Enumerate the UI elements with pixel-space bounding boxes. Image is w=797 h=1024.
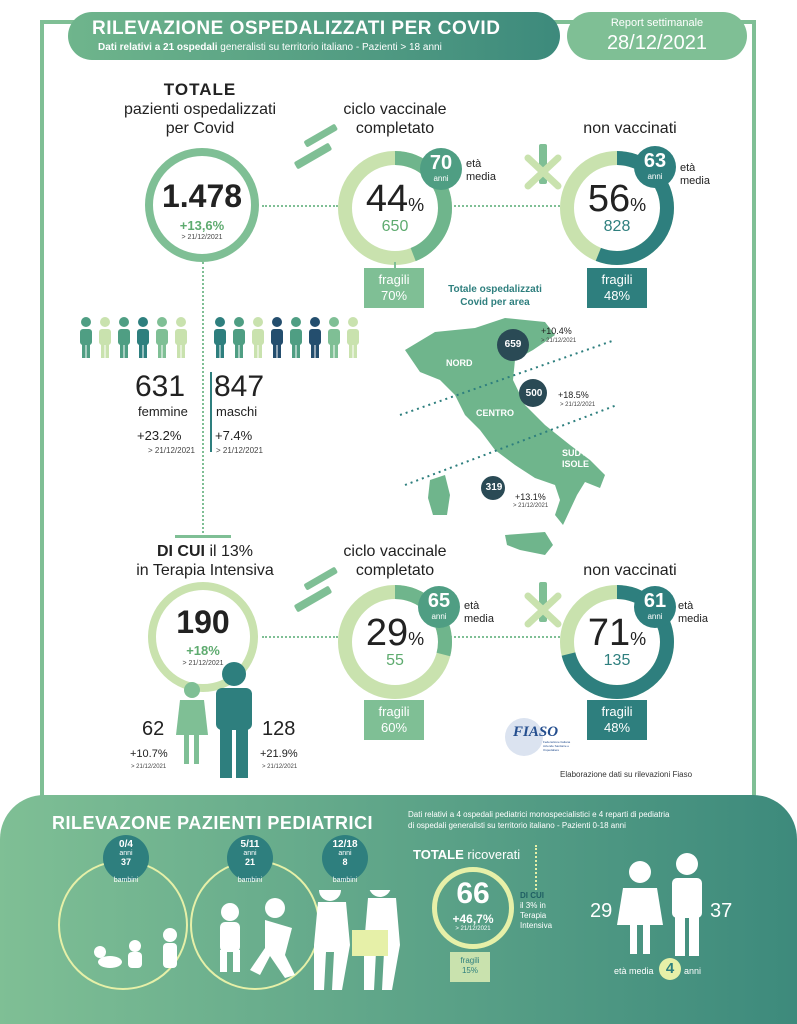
nonvacc-top-pct-sign: % [630,195,647,215]
totale-ref: > 21/12/2021 [181,234,223,241]
nonvacc-ti-age-badge [634,586,676,628]
nonvacc-top-age-label [680,162,710,188]
nonvacc-ti-age-label1: età [678,600,694,612]
ti-value: 190 [176,604,230,640]
group-0-4-count: 37 [120,857,131,867]
group-12-18-range: 12/18 [332,839,358,850]
ped-connector [535,845,537,890]
map-centro-change: +18.5% [558,390,589,400]
map-centro-ref: > 21/12/2021 [560,402,596,408]
vacc-top-line1: ciclo vaccinale [343,101,447,118]
group-12-18-unit: anni [338,850,352,857]
map-nord-ref: > 21/12/2021 [541,338,577,344]
nonvacc-top-pct-value: 56 [587,178,631,220]
map-centro-label: CENTRO [476,408,514,418]
group-12-18-count: 8 [342,857,348,867]
group-0-4-unit: anni [119,850,133,857]
map-title2: Covid per area [460,297,530,308]
ped-fragili-label: fragili [460,956,480,965]
group-0-4-badge [103,835,149,881]
pediatric-desc [408,809,669,831]
ped-totale-bold: TOTALE [413,847,464,862]
vacc-top-age-label [466,158,496,184]
map-sud-ref: > 21/12/2021 [513,503,549,509]
map-sud-label [562,448,589,470]
report-label: Report settimanale [610,17,704,29]
vacc-ti-pct-value: 29 [365,612,409,654]
ped-age-label: età media [614,966,654,976]
ti-ref: > 21/12/2021 [182,660,224,667]
nonvacc-top-fragili-pct: 48% [603,288,631,303]
pediatric-desc1: Dati relativi a 4 ospedali pediatrici monospecialistici e 4 reparti di pediatria [408,810,670,819]
group-0-4-label: bambini [113,877,139,884]
male-change: +7.4% [215,428,253,443]
vacc-ti-fragili [364,700,424,740]
totale-value: 1.478 [161,178,243,214]
totale-change: +13,6% [179,218,225,233]
map-sud-value: 319 [485,482,503,493]
vacc-ti-line1: ciclo vaccinale [343,543,447,560]
nonvacc-top-age-label1: età [680,162,696,174]
vacc-ti-count: 55 [386,652,404,669]
totale-line1: pazienti ospedalizzati [123,101,277,118]
vacc-top-age: 70 [429,152,453,174]
nonvacc-top-age-badge [634,146,676,188]
nonvacc-top-count: 828 [603,218,631,235]
ti-line1-rest: il 13% [209,543,254,560]
vacc-ti-pct-sign: % [408,629,425,649]
nonvacc-top-age-unit: anni [647,172,663,181]
fiaso-logo-text: FIASO [513,724,559,740]
vacc-ti-line2: completato [355,562,435,579]
vacc-ti-age-label [464,600,494,626]
fiaso-credit: Elaborazione dati su rilevazioni Fiaso [560,770,693,779]
group-12-18-badge [322,835,368,881]
totale-line2: per Covid [165,120,235,137]
nonvacc-ti-fragili [587,700,647,740]
male-ref: > 21/12/2021 [216,446,263,455]
nonvacc-ti-count: 135 [603,652,631,669]
nonvacc-ti-pct-value: 71 [587,612,631,654]
ti-female-ref: > 21/12/2021 [131,764,167,770]
ped-totale-rest: ricoverati [467,847,521,862]
subtitle-bold: Dati relativi a 21 ospedali [98,42,218,53]
ped-female-value: 29 [590,900,613,922]
ped-ti-line3: Intensiva [520,921,553,930]
nonvacc-ti-title: non vaccinati [583,562,677,579]
vacc-top-age-label1: età [466,158,482,170]
female-label: femmine [138,404,188,419]
vacc-ti-fragili-pct: 60% [380,720,408,735]
ped-age-value: 4 [659,958,681,980]
map-title1: Totale ospedalizzati [448,284,542,295]
ped-ti [520,891,552,931]
group-12-18-label: bambini [332,877,358,884]
people-icons [78,316,368,360]
vacc-top-age-label2: media [466,171,496,183]
group-5-11-unit: anni [243,850,257,857]
map-sud-change: +13.1% [515,492,546,502]
nonvacc-ti-age-unit: anni [647,612,663,621]
subtitle-rest: generalisti su territorio italiano - Pazienti > 18 anni [220,42,442,53]
connector-vacc-nonvacc [450,205,560,207]
nonvacc-ti-age: 61 [643,590,667,612]
vacc-ti-age-badge [418,586,460,628]
connector-ti-vacc [262,636,338,638]
nonvacc-ti-fragili-label: fragili [601,704,633,719]
vacc-ti-age-label1: età [464,600,480,612]
map-nord-value: 659 [504,339,522,350]
connector-vertical [202,262,204,537]
vacc-top-age-badge [420,148,462,190]
female-ref: > 21/12/2021 [148,446,195,455]
ti-male-change: +21.9% [260,748,298,760]
vacc-ti-fragili-label: fragili [378,704,410,719]
fiaso-logo [505,718,575,760]
vacc-top-fragili [364,268,424,308]
nonvacc-ti-fragili-pct: 48% [603,720,631,735]
vacc-top-fragili-pct: 70% [380,288,408,303]
vacc-top-pct-sign: % [408,195,425,215]
group-0-4-range: 0/4 [119,839,133,850]
group-5-11-badge [227,835,273,881]
girl-boy-icon [615,850,715,960]
report-badge [567,12,747,60]
ped-totale-change: +46,7% [452,912,494,926]
ti-line2: in Terapia Intensiva [136,562,274,579]
totale-heading: TOTALE [163,80,237,99]
ped-male-value: 37 [710,900,733,922]
ped-age-unit: anni [684,966,702,976]
map-title [425,283,565,309]
vacc-ti-age: 65 [427,590,451,612]
ped-fragili [450,952,490,982]
female-value: 631 [135,370,186,403]
nonvacc-top-age: 63 [643,150,667,172]
header-banner [68,12,560,60]
vacc-ti-age-label2: media [464,613,494,625]
ped-ti-line1: il 3% in [520,901,546,910]
pediatric-title: RILEVAZONE PAZIENTI PEDIATRICI [52,813,374,833]
fiaso-logo-sub: Federazione Italiana Aziende Sanitarie e Ospedaliere [543,740,571,752]
gender-divider [210,372,212,452]
ti-female-change: +10.7% [130,748,168,760]
male-value: 847 [214,370,265,403]
nonvacc-ti-pct-sign: % [630,629,647,649]
nonvacc-ti-age-label [678,600,708,626]
totale-heading-block [100,80,300,138]
ti-male-value: 128 [262,718,296,740]
report-date: 28/12/2021 [606,32,708,54]
ti-line1 [110,542,300,561]
map-centro-value: 500 [525,388,543,399]
vacc-top-line2: completato [355,120,435,137]
vacc-top-pct-value: 44 [365,178,409,220]
ti-change: +18% [186,643,220,658]
nonvacc-top-age-label2: media [680,175,710,187]
vacc-top-fragili-label: fragili [378,272,410,287]
ped-totale-value: 66 [456,877,490,910]
map-sud-label2: ISOLE [562,459,590,469]
ped-ti-line2: Terapia [520,911,547,920]
vacc-top-age-unit: anni [433,174,449,183]
ti-line1-bold: DI CUI [156,543,205,560]
female-male-icon [172,660,262,780]
nonvacc-top-fragili [587,268,647,308]
male-label: maschi [216,404,258,419]
pediatric-section [0,795,797,1024]
vacc-ti-age-unit: anni [431,612,447,621]
ti-male-ref: > 21/12/2021 [262,764,298,770]
ped-ti-bold: DI CUI [520,891,544,900]
ti-title [110,542,300,580]
connector-ti-nonvacc [450,636,560,638]
vacc-top-count: 650 [381,218,409,235]
ped-fragili-pct: 15% [461,966,478,975]
nonvacc-ti-age-label2: media [678,613,708,625]
ped-totale-heading [413,847,520,862]
connector-bar [175,535,231,538]
nonvacc-top-fragili-label: fragili [601,272,633,287]
group-5-11-label: bambini [237,877,263,884]
map-nord-change: +10.4% [541,326,572,336]
connector-totale-vacc [262,205,338,207]
page-subtitle [98,42,442,53]
group-5-11-count: 21 [244,857,255,867]
pediatric-desc2: di ospedali generalisti su territorio italiano - Pazienti 0-18 anni [408,821,626,830]
female-change: +23.2% [137,428,182,443]
group-5-11-range: 5/11 [240,839,260,850]
ped-totale-ref: > 21/12/2021 [455,926,491,932]
page-title: RILEVAZIONE OSPEDALIZZATI PER COVID [92,18,501,39]
ti-female-value: 62 [142,718,165,740]
map-nord-label: NORD [446,358,473,368]
children-icons [80,890,410,1000]
map-sud-label1: SUD+ [562,448,587,458]
nonvacc-top-title: non vaccinati [583,120,677,137]
